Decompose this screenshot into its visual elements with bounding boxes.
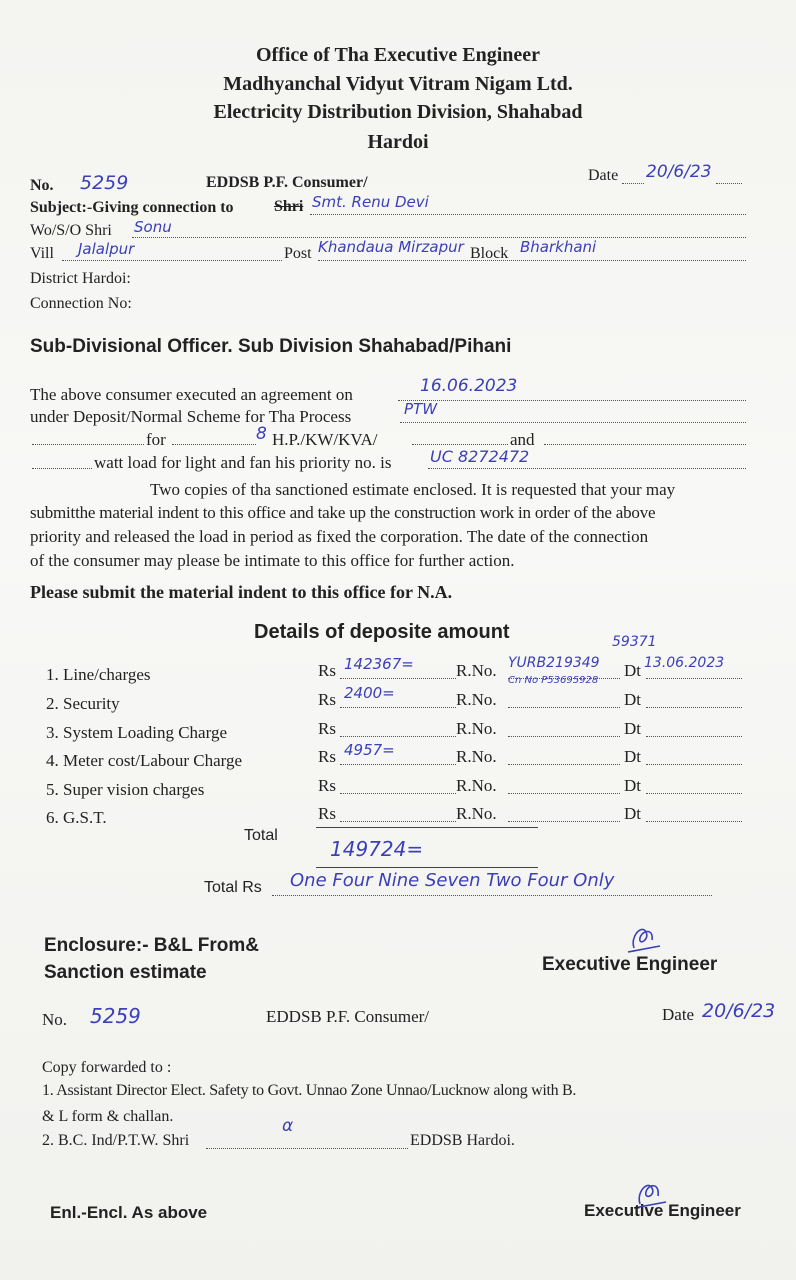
for-label: for	[146, 430, 166, 449]
division-name: Electricity Distribution Division, Shahabad	[213, 101, 583, 123]
copy-heading: Copy forwarded to :	[42, 1059, 172, 1076]
ref2-date-value: 20/6/23	[702, 1000, 776, 1022]
deposit-rs: Rs	[318, 776, 336, 795]
hp-value: 8	[256, 424, 267, 444]
subject-value: Smt. Renu Devi	[312, 193, 429, 211]
total-label: Total	[244, 827, 278, 844]
office-title: Office of Tha Executive Engineer	[255, 44, 541, 66]
deposit-label: 2. Security	[46, 694, 120, 713]
deposit-rno-label: R.No.	[456, 776, 497, 795]
deposit-rno-label: R.No.	[456, 661, 497, 680]
total-rs-label: Total Rs	[204, 879, 262, 896]
copy-item1b: & L form & challan.	[42, 1108, 174, 1125]
deposit-heading: Details of deposite amount	[254, 621, 510, 643]
deposit-rno-label: R.No.	[456, 690, 497, 709]
date-value: 20/6/23	[646, 162, 712, 182]
ref-no-label: No.	[30, 177, 54, 194]
deposit-dt-label: Dt	[624, 776, 641, 795]
post-value: Khandaua Mirzapur	[318, 238, 464, 256]
agreement-process: PTW	[404, 400, 438, 418]
agreement-line1: The above consumer executed an agreement on	[30, 385, 353, 404]
deposit-label: 3. System Loading Charge	[46, 723, 227, 742]
deposit-rs: Rs	[318, 719, 336, 738]
para-line2: submitthe material indent to this office and take up the construction work in order of the above	[30, 503, 656, 522]
deposit-rs: Rs	[318, 690, 336, 709]
deposit-rno-label: R.No.	[456, 719, 497, 738]
block-label: Block	[470, 245, 509, 262]
deposit-label: 1. Line/charges	[46, 665, 151, 684]
deposit-dt-label: Dt	[624, 661, 641, 680]
deposit-amount: 142367=	[344, 655, 414, 673]
priority-value: UC 8272472	[430, 447, 530, 466]
para-bold: Please submit the material indent to this office for N.A.	[30, 582, 453, 602]
copy-item1a: 1. Assistant Director Elect. Safety to Govt. Unnao Zone Unnao/Lucknow along with B.	[42, 1082, 577, 1099]
district-label: District Hardoi:	[30, 270, 131, 287]
agreement-line2: under Deposit/Normal Scheme for Tha Process	[30, 407, 352, 426]
deposit-rno-label: R.No.	[456, 747, 497, 766]
deposit-extra-below: Cn No P53695928	[508, 675, 599, 686]
copy-item2-label: 2. B.C. Ind/P.T.W. Shri	[42, 1132, 190, 1149]
deposit-rs: Rs	[318, 747, 336, 766]
block-value: Bharkhani	[520, 238, 597, 256]
hp-units: H.P./KW/KVA/	[272, 430, 378, 449]
and-label: and	[510, 430, 535, 449]
vill-value: Jalalpur	[78, 240, 135, 258]
wo-label: Wo/S/O Shri	[30, 222, 112, 239]
footer-encl: Enl.-Encl. As above	[50, 1203, 208, 1222]
connection-label: Connection No:	[30, 295, 132, 312]
deposit-amount: 2400=	[344, 684, 395, 702]
enclosure-line1: Enclosure:- B&L From&	[44, 935, 260, 956]
deposit-rs: Rs	[318, 804, 336, 823]
para-line1: Two copies of tha sanctioned estimate enclosed. It is requested that your may	[150, 480, 676, 499]
ref2-type: EDDSB P.F. Consumer/	[266, 1007, 430, 1026]
subject-label: Subject:-Giving connection to	[30, 199, 234, 216]
company-name: Madhyanchal Vidyut Vitram Nigam Ltd.	[223, 73, 573, 95]
ref-type: EDDSB P.F. Consumer/	[206, 174, 368, 191]
deposit-extra-above: 59371	[612, 634, 657, 650]
total-value: 149724=	[330, 837, 424, 861]
date-label: Date	[588, 167, 619, 184]
city-name: Hardoi	[367, 131, 429, 153]
deposit-dt-label: Dt	[624, 747, 641, 766]
ref2-no-value: 5259	[90, 1004, 141, 1028]
deposit-label: 4. Meter cost/Labour Charge	[46, 751, 243, 770]
copy-item2-tail: EDDSB Hardoi.	[410, 1132, 515, 1149]
ref2-date-label: Date	[662, 1005, 695, 1024]
para-line4: of the consumer may please be intimate to this office for further action.	[30, 551, 515, 570]
wo-value: Sonu	[134, 218, 172, 236]
copy-item2-value: α	[282, 1116, 294, 1136]
footer-signatory: Executive Engineer	[584, 1201, 741, 1220]
deposit-dt-value: 13.06.2023	[644, 655, 725, 671]
deposit-dt-label: Dt	[624, 690, 641, 709]
ref2-no-label: No.	[42, 1010, 68, 1029]
signature-1	[620, 918, 666, 958]
deposit-label: 6. G.S.T.	[46, 808, 107, 827]
vill-label: Vill	[30, 245, 54, 262]
deposit-dt-label: Dt	[624, 719, 641, 738]
deposit-rno-label: R.No.	[456, 804, 497, 823]
para-line3: priority and released the load in period as fixed the corporation. The date of the connection	[30, 527, 649, 546]
deposit-dt-label: Dt	[624, 804, 641, 823]
enclosure-signatory: Executive Engineer	[542, 954, 718, 975]
post-label: Post	[284, 245, 312, 262]
total-rs-words: One Four Nine Seven Two Four Only	[290, 870, 615, 891]
deposit-label: 5. Super vision charges	[46, 780, 205, 799]
enclosure-line2: Sanction estimate	[44, 962, 207, 983]
deposit-rno-value: YURB219349	[508, 655, 600, 671]
sdo-heading: Sub-Divisional Officer. Sub Division Shahabad/Pihani	[30, 336, 512, 357]
deposit-rs: Rs	[318, 661, 336, 680]
agreement-date: 16.06.2023	[420, 376, 518, 396]
watt-label: watt load for light and fan his priority no. is	[94, 453, 392, 472]
ref-no-value: 5259	[80, 172, 129, 194]
deposit-amount: 4957=	[344, 741, 395, 759]
subject-struck: Shri	[274, 198, 304, 215]
